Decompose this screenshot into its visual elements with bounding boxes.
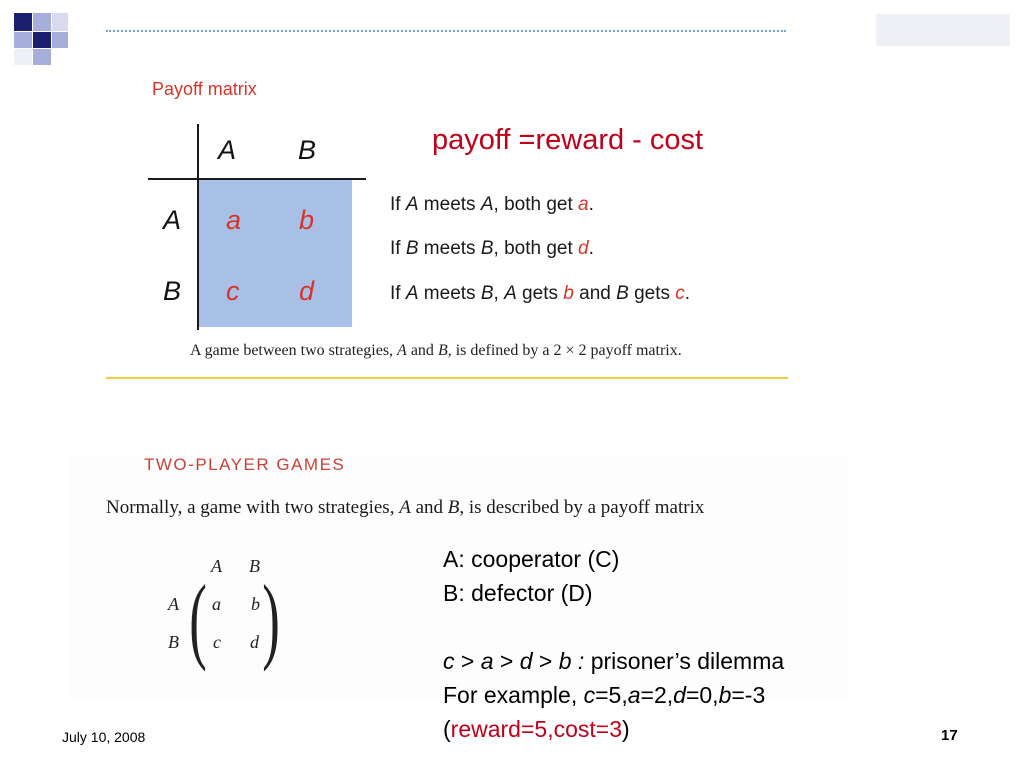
matrix-col-header-a: A xyxy=(218,135,237,165)
figure1-title: Payoff matrix xyxy=(152,79,257,99)
pm-row-header-b: B xyxy=(168,632,179,652)
matrix-col-header-b: B xyxy=(298,135,317,165)
corner-decoration xyxy=(876,14,1010,46)
note-defector: B: defector (D) xyxy=(443,580,593,606)
note-reward: (reward=5,cost=3) xyxy=(443,716,630,742)
pm-right-paren: ) xyxy=(262,565,280,672)
notes-block xyxy=(443,542,784,746)
pm-left-paren: ( xyxy=(189,565,207,672)
matrix-row-header-a: A xyxy=(163,205,182,235)
pm-cell-c: c xyxy=(213,632,221,652)
figure2-heading: TWO-PLAYER GAMES xyxy=(144,455,346,474)
figure1-bottom-rule xyxy=(106,377,788,379)
matrix-cell-a: a xyxy=(226,205,242,235)
matrix-cell-d: d xyxy=(299,276,315,306)
pm-cell-a: a xyxy=(212,594,221,614)
matrix-cells-background xyxy=(199,180,352,327)
figure1-caption: A game between two strategies, A and B, is defined by a 2 × 2 payoff matrix. xyxy=(190,342,682,359)
pm-row-header-a: A xyxy=(168,594,179,614)
rule-line-2: If B meets B, both get d. xyxy=(390,238,594,259)
pm-cell-b: b xyxy=(251,594,260,614)
figure2-intro: Normally, a game with two strategies, A and B, is described by a payoff matrix xyxy=(106,497,705,518)
footer-date: July 10, 2008 xyxy=(62,729,146,745)
page-number: 17 xyxy=(941,727,958,744)
pm-col-header-b: B xyxy=(249,556,260,576)
note-spacer xyxy=(443,610,784,644)
note-ordering: c > a > d > b : prisoner’s dilemma xyxy=(443,648,785,674)
rule-line-1: If A meets A, both get a. xyxy=(390,194,594,215)
pm-col-header-a: A xyxy=(211,556,222,576)
note-cooperator: A: cooperator (C) xyxy=(443,546,620,572)
rule-line-3: If A meets B, A gets b and B gets c. xyxy=(390,283,691,304)
top-rule xyxy=(106,30,786,32)
note-example: For example, c=5,a=2,d=0,b=-3 xyxy=(443,682,766,708)
pm-cell-d: d xyxy=(250,632,259,652)
matrix-row-header-b: B xyxy=(163,276,182,306)
payoff-formula: payoff =reward - cost xyxy=(432,124,704,156)
matrix-cell-b: b xyxy=(299,205,315,235)
matrix-cell-c: c xyxy=(226,276,240,306)
